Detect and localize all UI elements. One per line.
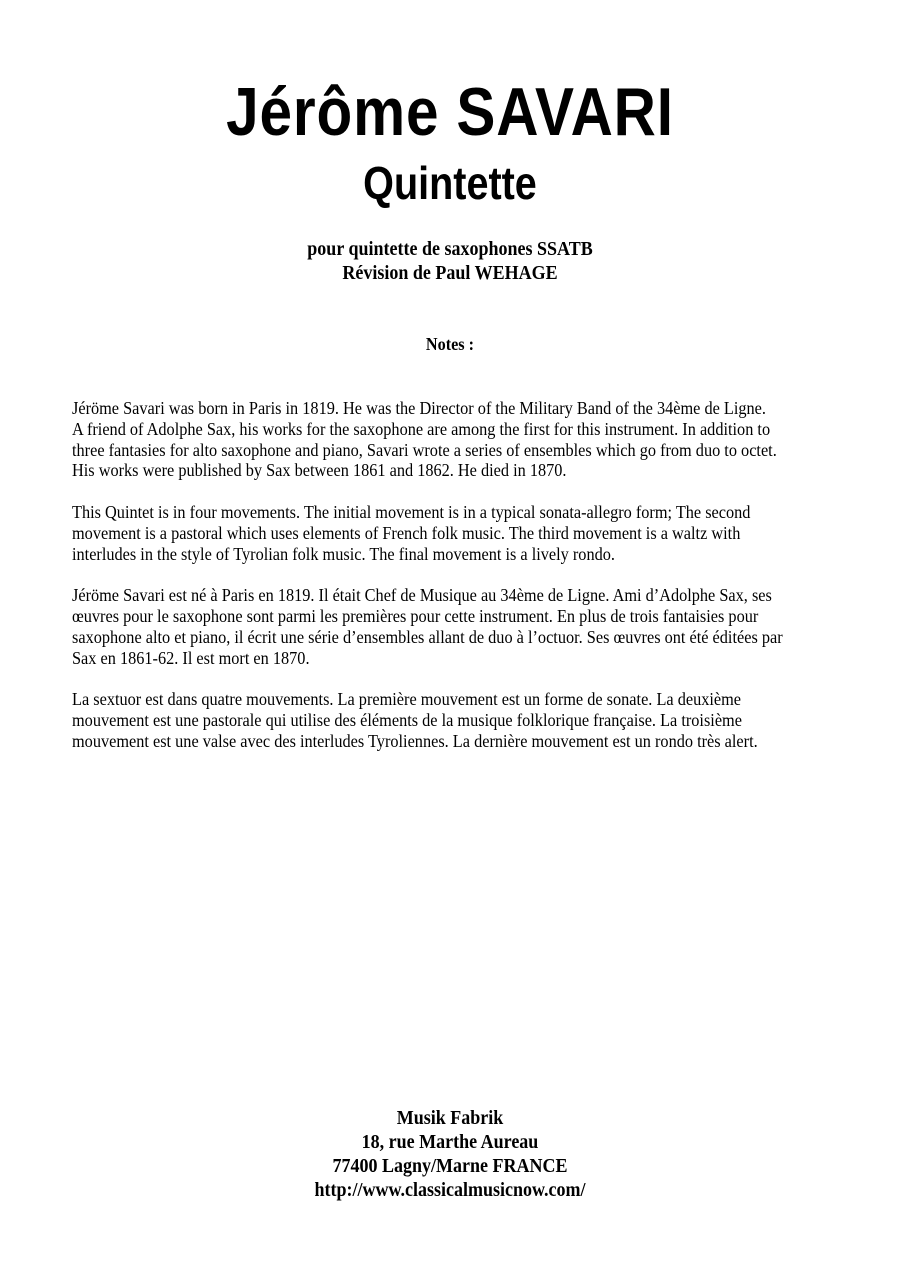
notes-body [72,398,868,772]
publisher-name: Musik Fabrik [396,1107,504,1129]
text-line: Sax en 1861-62. Il est mort en 1870. [72,647,310,668]
notes-paragraph-french-bio [72,585,868,668]
text-line: A friend of Adolphe Sax, his works for the saxophone are among the first for this instrument. In addition to [72,418,771,439]
text-line: interludes in the style of Tyrolian folk music. The final movement is a lively rondo. [72,543,615,564]
notes-paragraph-french-movements [72,689,868,751]
publisher-block [45,1106,855,1202]
subtitle-revision: Révision de Paul WEHAGE [342,262,558,284]
notes-heading: Notes : [425,334,475,354]
text-line: saxophone alto et piano, il écrit une série d’ensembles allant de duo à l’octuor. Ses œuvres ont été éditées par [72,626,783,647]
subtitle-instrumentation: pour quintette de saxophones SSATB [307,238,593,260]
text-line: His works were published by Sax between 1861 and 1862. He died in 1870. [72,460,567,481]
subtitle [45,237,855,285]
text-line: Jéröme Savari was born in Paris in 1819. He was the Director of the Military Band of the 34ème de Ligne. [72,398,766,418]
text-line: La sextuor est dans quatre mouvements. La première mouvement est un forme de sonate. La deuxième [72,689,742,710]
text-line: three fantasies for alto saxophone and piano, Savari wrote a series of ensembles which go from duo to octet. [72,439,777,460]
text-line: œuvres pour le saxophone sont parmi les premières pour cette instrument. En plus de trois fantaisies pour [72,605,759,626]
text-line: mouvement est une pastorale qui utilise des éléments de la musique folklorique française. La troisième [72,709,742,730]
work-title: Quintette [363,157,537,209]
publisher-website: http://www.classicalmusicnow.com/ [314,1179,586,1201]
text-line: movement is a pastoral which uses elements of French folk music. The third movement is a waltz with [72,522,741,543]
text-line: Jéröme Savari est né à Paris en 1819. Il était Chef de Musique au 34ème de Ligne. Ami d’Adolphe Sax, ses [72,585,772,606]
text-line: mouvement est une valse avec des interludes Tyroliennes. La dernière mouvement est un rondo très alert. [72,730,758,751]
composer-name: Jérôme SAVARI [226,74,674,150]
text-line: This Quintet is in four movements. The initial movement is in a typical sonata-allegro form; The second [72,501,751,522]
notes-paragraph-english-movements [72,502,868,564]
notes-paragraph-english-bio [72,398,868,481]
publisher-street: 18, rue Marthe Aureau [361,1131,539,1153]
publisher-city: 77400 Lagny/Marne FRANCE [332,1155,568,1177]
